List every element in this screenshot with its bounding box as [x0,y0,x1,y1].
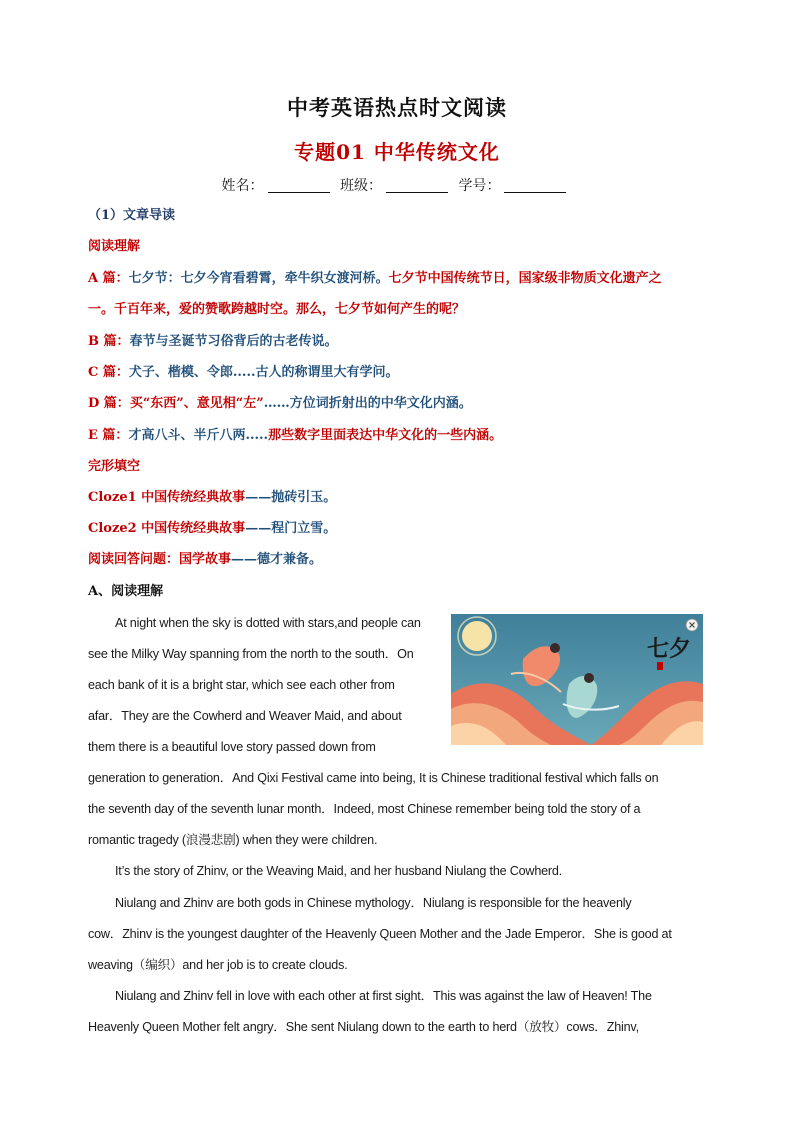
guide-b-label: B 篇： [88,334,130,349]
name-label: 姓名： [221,178,264,194]
guide-a-line1 [88,270,708,288]
qixi-illustration-svg [451,614,703,745]
cloze2-text: ——程门立雪。 [245,521,337,536]
guide-a-red: 七夕节中国传统节日，国家级非物质文化遗产之 [388,271,662,286]
guide-d-red: 买“东西”、意见相“左” [129,396,264,411]
cloze-heading: 完形填空 [88,459,141,474]
passage-line: Niulang and Zhinv are both gods in Chinese mythology．Niulang is responsible for the heavenly [115,896,632,910]
id-blank[interactable] [504,178,566,193]
qa-line [88,551,708,569]
guide-c [88,364,708,382]
guide-b [88,333,708,351]
name-blank[interactable] [268,178,330,193]
guide-d-label: D 篇： [88,396,130,411]
reading-heading: 阅读理解 [88,239,141,254]
student-info-row [0,175,794,195]
id-label: 学号： [458,178,501,194]
passage-line: generation to generation．And Qixi Festival came into being, It is Chinese traditional festival which falls on [88,771,659,785]
class-label: 班级： [340,178,382,194]
seal-stamp [657,662,663,670]
class-blank[interactable] [386,178,448,193]
guide-c-text: 犬子、楷模、令郎.....古人的称谓里大有学问。 [128,365,399,380]
passage-line: each bank of it is a bright star, which see each other from [88,678,395,692]
passage-line: them there is a beautiful love story passed down from [88,740,376,754]
guide-e-red: 那些数字里面表达中华文化的一些内涵。 [268,428,503,443]
cloze2-label: Cloze2 中国传统经典故事 [88,521,246,536]
guide-d-blue: ……方位词折射出的中华文化内涵。 [263,396,472,411]
passage-line: It’s the story of Zhinv, or the Weaving Maid, and her husband Niulang the Cowherd. [115,864,563,878]
qa-text: ——德才兼备。 [231,552,323,567]
cloze1-label: Cloze1 中国传统经典故事 [88,490,246,505]
guide-b-text: 春节与圣诞节习俗背后的古老传说。 [129,334,338,349]
guide-c-label: C 篇： [88,365,129,380]
guide-d [88,395,708,413]
guide-a-blue: 七夕节：七夕今宵看碧霄，牵牛织女渡河桥。 [128,271,389,286]
page-subtitle: 专题01 中华传统文化 [294,140,500,164]
passage-line: cow．Zhinv is the youngest daughter of the Heavenly Queen Mother and the Jade Emperor．She is good at [88,927,672,941]
passage-line: weaving（编织）and her job is to create clouds. [88,958,348,972]
passage-line: romantic tragedy (浪漫悲剧) when they were children. [88,833,378,847]
guide-e [88,427,708,445]
cloze2 [88,520,708,538]
passage-line: Heavenly Queen Mother felt angry．She sent Niulang down to the earth to herd（放牧）cows．Zhinv, [88,1020,639,1034]
qixi-illustration [451,614,703,745]
cloze1 [88,489,708,507]
passage-line: see the Milky Way spanning from the north to the south．On [88,647,414,661]
qixi-calligraphy: 七夕 [647,636,692,662]
guide-e-label: E 篇： [88,428,129,443]
qa-label: 阅读回答问题：国学故事 [88,552,232,567]
section-a-heading: A、阅读理解 [88,584,164,599]
guide-a-label: A 篇： [88,271,129,286]
guide-e-blue: 才高八斗、半斤八两..... [128,428,269,443]
page-title: 中考英语热点时文阅读 [287,95,507,120]
cloze1-text: ——抛砖引玉。 [245,490,337,505]
passage-line: the seventh day of the seventh lunar month．Indeed, most Chinese remember being told the story of a [88,802,641,816]
moon-icon [462,621,492,651]
passage-line: afar．They are the Cowherd and Weaver Maid, and about [88,709,402,723]
passage-line: Niulang and Zhinv fell in love with each other at first sight．This was against the law of Heaven! The [115,989,652,1003]
guide-heading: （1）文章导读 [88,208,176,223]
guide-a-line2: 一。千百年来，爱的赞歌跨越时空。那么，七夕节如何产生的呢？ [88,302,466,317]
passage-line: At night when the sky is dotted with stars,and people can [115,616,421,630]
